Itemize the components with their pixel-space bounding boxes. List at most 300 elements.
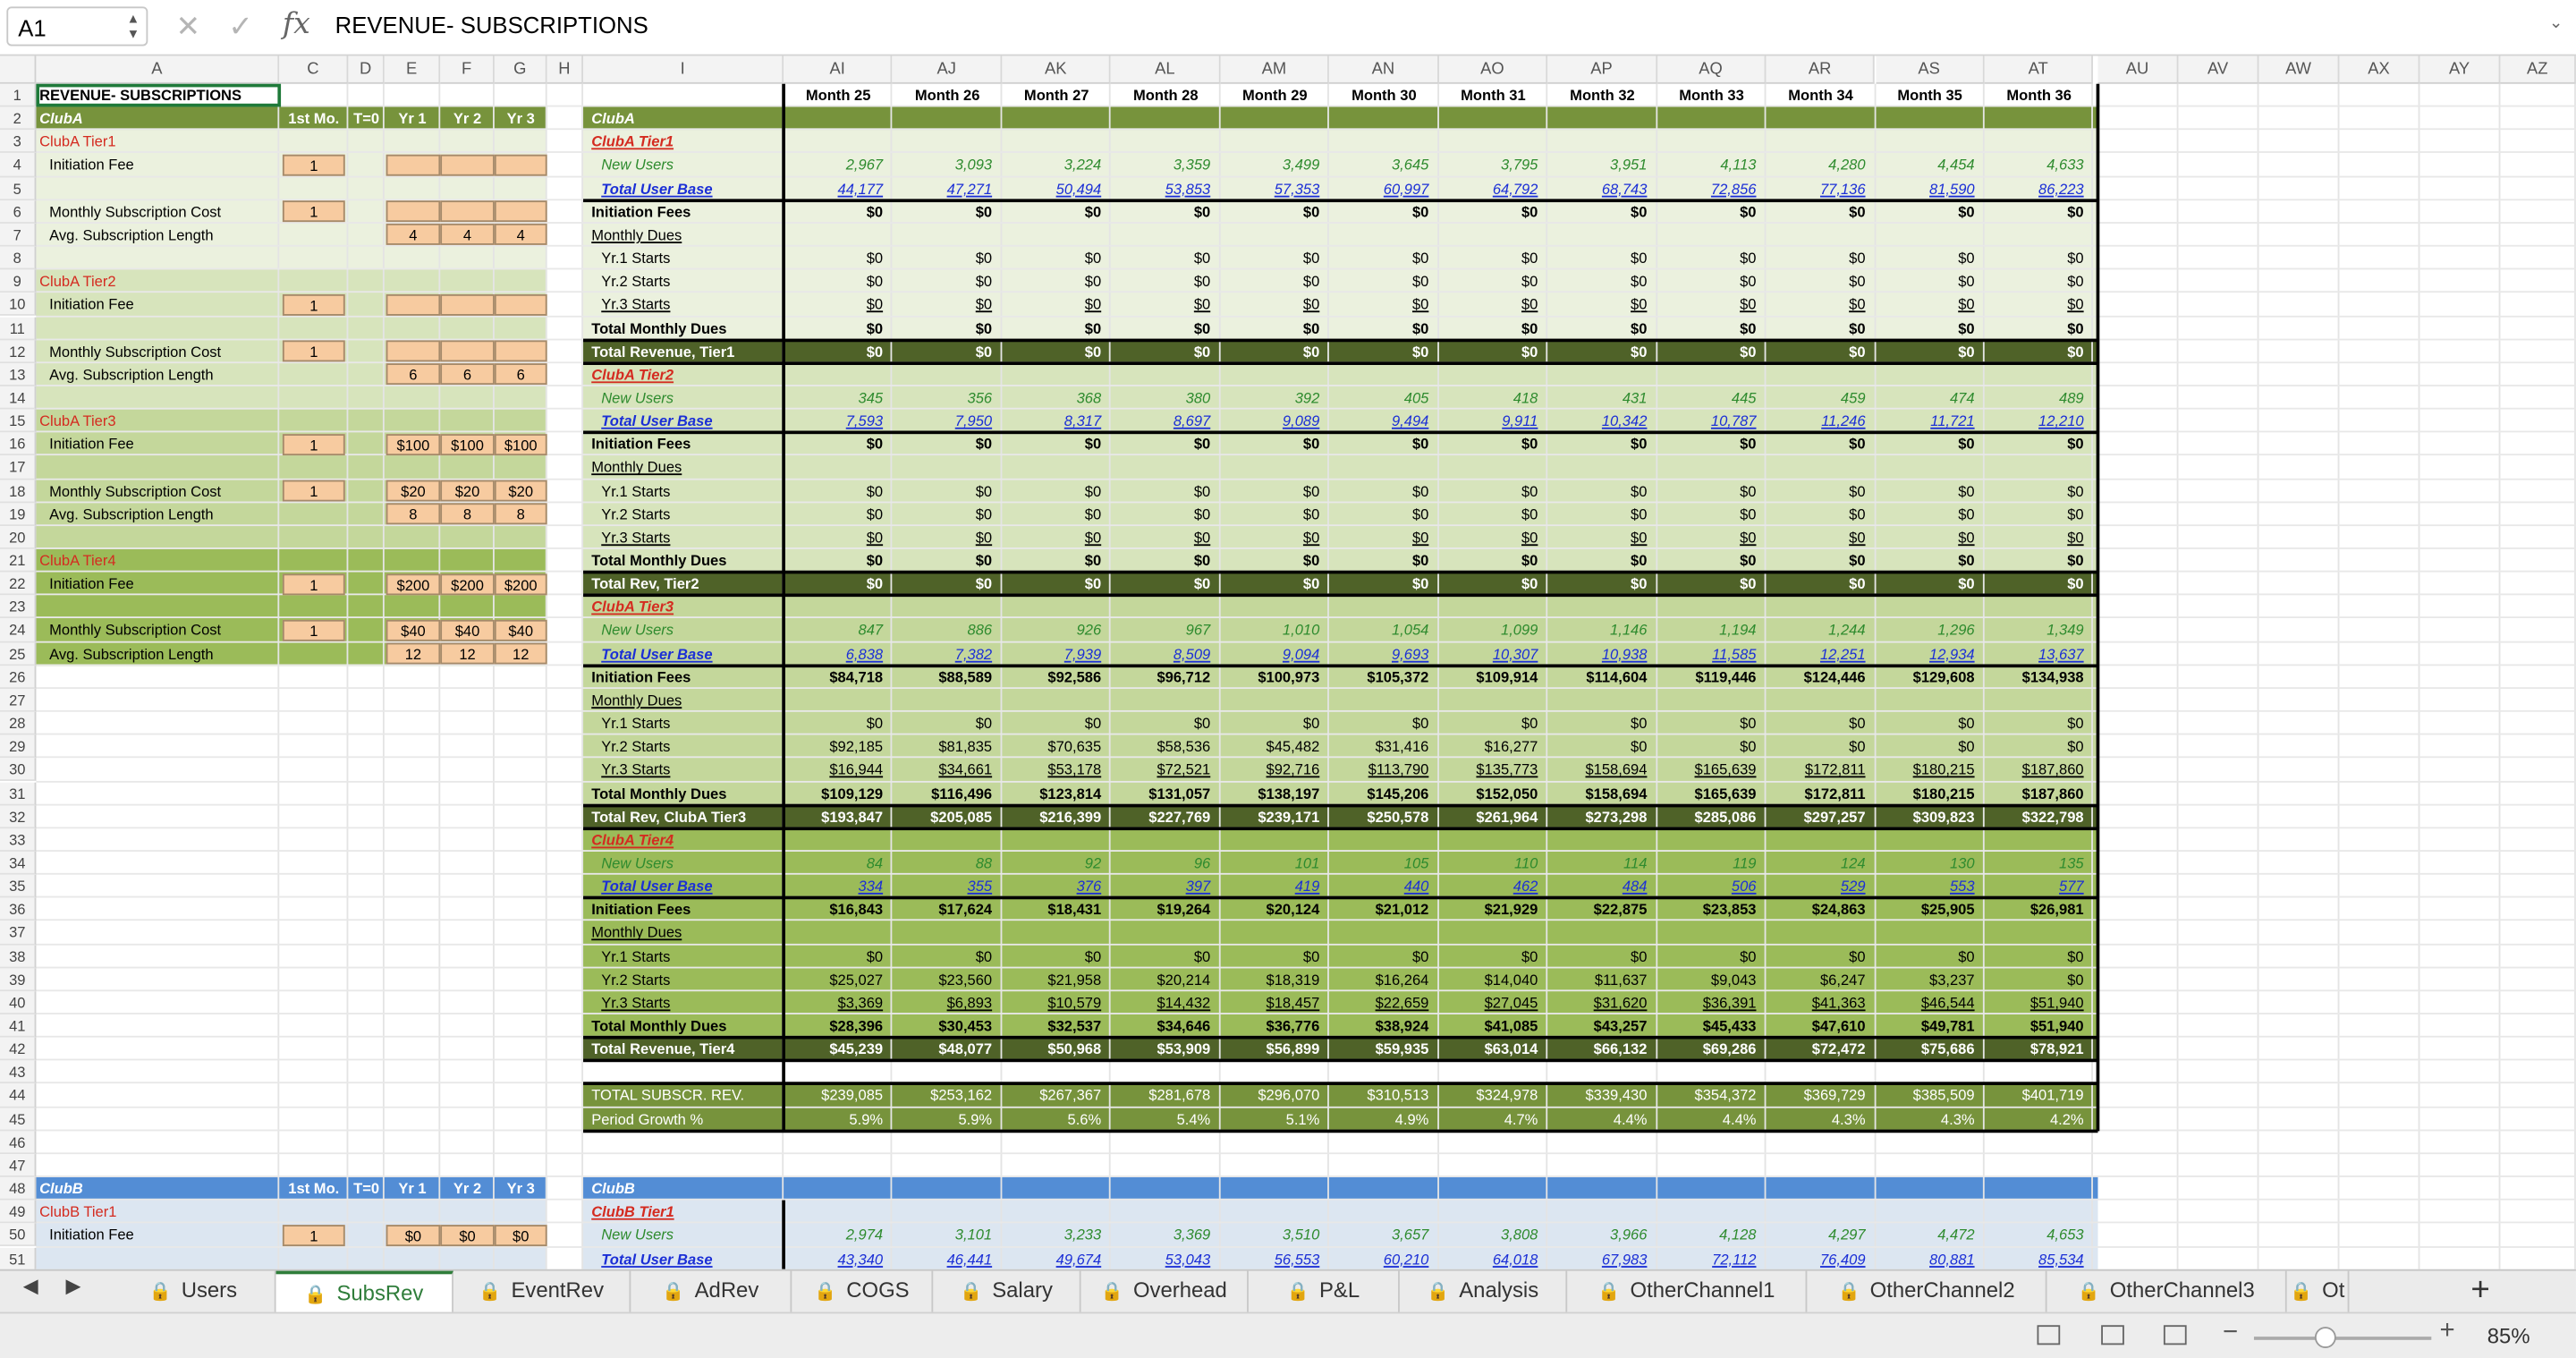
monthly-dues-label[interactable]: Monthly Dues — [591, 692, 682, 709]
yr3-value[interactable]: $0 — [866, 296, 884, 313]
initiation-fees-value[interactable]: $0 — [975, 436, 993, 453]
row-header[interactable]: 37 — [0, 921, 36, 945]
yr3-value[interactable]: $0 — [1521, 529, 1538, 546]
new-users-value[interactable]: 3,795 — [1500, 157, 1538, 174]
row-header[interactable]: 42 — [0, 1038, 36, 1061]
initiation-fee-label[interactable]: Initiation Fee — [49, 296, 134, 313]
period-growth-value[interactable]: 4.7% — [1504, 1110, 1538, 1127]
yr1-value[interactable]: $0 — [1521, 250, 1538, 267]
yr3-value[interactable]: $27,045 — [1484, 994, 1538, 1011]
new-users-value[interactable]: 418 — [1513, 389, 1538, 406]
tab-cogs[interactable] — [792, 1271, 933, 1312]
yr3-value[interactable]: $165,639 — [1694, 761, 1757, 778]
input-1st-mo[interactable]: 1 — [283, 341, 345, 362]
yr2-value[interactable]: $0 — [1193, 273, 1211, 290]
row-header[interactable]: 33 — [0, 828, 36, 852]
initiation-fees-label[interactable]: Initiation Fees — [591, 436, 691, 453]
initiation-fees-value[interactable]: $0 — [1740, 436, 1757, 453]
yr3-value[interactable]: $0 — [2067, 296, 2084, 313]
initiation-fees-value[interactable]: $0 — [1302, 203, 1320, 220]
new-users-value[interactable]: 3,093 — [954, 157, 993, 174]
yr1-value[interactable]: $0 — [1849, 250, 1866, 267]
column-header[interactable]: AV — [2178, 55, 2258, 83]
yr2-value[interactable]: $0 — [1958, 738, 1975, 755]
row-header[interactable]: 11 — [0, 317, 36, 340]
user-base-value[interactable]: 72,856 — [1710, 180, 1757, 197]
column-header[interactable]: AZ — [2500, 55, 2575, 83]
initiation-fees-value[interactable]: $0 — [1958, 203, 1975, 220]
row-header[interactable]: 50 — [0, 1224, 36, 1247]
function-icon[interactable]: fx — [282, 6, 310, 41]
input-year-value[interactable] — [495, 341, 547, 362]
input-year-value[interactable] — [495, 294, 547, 316]
total-monthly-dues-value[interactable]: $45,433 — [1702, 1017, 1757, 1034]
initiation-fees-value[interactable]: $23,853 — [1702, 901, 1757, 918]
row-header[interactable]: 1 — [0, 84, 36, 107]
normal-view-icon[interactable] — [2038, 1325, 2061, 1345]
total-revenue-value[interactable]: $285,086 — [1694, 808, 1757, 825]
total-monthly-dues-value[interactable]: $0 — [866, 552, 884, 569]
yr3-value[interactable]: $0 — [1521, 296, 1538, 313]
tier-label[interactable]: ClubA Tier2 — [39, 273, 116, 290]
new-users-label[interactable]: New Users — [601, 854, 674, 871]
tab-prev-icon[interactable]: ◀ — [22, 1274, 38, 1298]
yr2-value[interactable]: $3,237 — [1929, 971, 1975, 988]
yr2-value[interactable]: $18,319 — [1266, 971, 1320, 988]
yr2-value[interactable]: $31,416 — [1375, 738, 1429, 755]
input-year-value[interactable] — [386, 201, 441, 223]
user-base-value[interactable]: 11,721 — [1930, 412, 1975, 429]
tier-title[interactable]: ClubA Tier3 — [591, 598, 674, 615]
total-monthly-dues-value[interactable]: $28,396 — [829, 1017, 884, 1034]
user-base-value[interactable]: 440 — [1403, 878, 1429, 895]
yr1-value[interactable]: $0 — [1958, 715, 1975, 732]
new-users-value[interactable]: 4,128 — [1719, 1226, 1757, 1244]
yr3-value[interactable]: $0 — [866, 529, 884, 546]
month-header[interactable]: Month 25 — [805, 87, 871, 104]
total-revenue-label[interactable]: Total Revenue, Tier1 — [591, 343, 735, 360]
avg-length-label[interactable]: Avg. Subscription Length — [49, 226, 214, 243]
yr2-value[interactable]: $0 — [866, 273, 884, 290]
page-break-icon[interactable] — [2164, 1325, 2187, 1345]
initiation-fees-value[interactable]: $19,264 — [1157, 901, 1211, 918]
total-subscr-value[interactable]: $354,372 — [1694, 1087, 1757, 1104]
user-base-value[interactable]: 46,441 — [946, 1250, 993, 1268]
input-year-value[interactable]: 8 — [440, 504, 495, 525]
yr2-value[interactable]: $0 — [1958, 273, 1975, 290]
yr1-value[interactable]: $0 — [2067, 250, 2084, 267]
yr3-value[interactable]: $0 — [1302, 296, 1320, 313]
input-year-value[interactable]: $200 — [386, 573, 441, 595]
new-users-value[interactable]: 3,966 — [1610, 1226, 1648, 1244]
yr3-value[interactable]: $0 — [1849, 529, 1866, 546]
user-base-value[interactable]: 77,136 — [1819, 180, 1866, 197]
new-users-value[interactable]: 3,499 — [1282, 157, 1320, 174]
yr2-value[interactable]: $23,560 — [938, 971, 993, 988]
yr1-value[interactable]: $0 — [1302, 947, 1320, 964]
tier-label[interactable]: ClubA Tier3 — [39, 412, 116, 429]
total-revenue-value[interactable]: $0 — [975, 343, 993, 360]
new-users-value[interactable]: 1,099 — [1500, 622, 1538, 639]
new-users-value[interactable]: 489 — [2059, 389, 2084, 406]
new-users-value[interactable]: 101 — [1294, 854, 1320, 871]
total-monthly-dues-value[interactable]: $47,610 — [1811, 1017, 1866, 1034]
input-year-value[interactable]: 4 — [440, 225, 495, 246]
total-revenue-value[interactable]: $50,968 — [1047, 1040, 1102, 1057]
yr3-value[interactable]: $22,659 — [1375, 994, 1429, 1011]
sheet-title[interactable]: REVENUE- SUBSCRIPTIONS — [39, 87, 242, 104]
input-year-value[interactable]: $20 — [440, 480, 495, 502]
page-layout-icon[interactable] — [2101, 1325, 2124, 1345]
period-growth-value[interactable]: 4.3% — [1940, 1110, 1975, 1127]
yr2-value[interactable]: $0 — [1849, 505, 1866, 522]
cancel-icon[interactable]: ✕ — [175, 10, 201, 43]
new-users-value[interactable]: 1,054 — [1391, 622, 1429, 639]
initiation-fees-value[interactable]: $0 — [1958, 436, 1975, 453]
total-revenue-label[interactable]: Total Revenue, Tier4 — [591, 1040, 735, 1057]
total-revenue-value[interactable]: $0 — [1084, 575, 1102, 592]
user-base-value[interactable]: 8,509 — [1173, 645, 1211, 662]
new-users-value[interactable]: 4,454 — [1937, 157, 1975, 174]
new-users-value[interactable]: 1,296 — [1937, 622, 1975, 639]
row-header[interactable]: 21 — [0, 549, 36, 573]
new-users-value[interactable]: 110 — [1514, 854, 1538, 871]
total-monthly-dues-value[interactable]: $109,129 — [821, 785, 884, 802]
yr1-value[interactable]: $0 — [1849, 947, 1866, 964]
input-year-value[interactable]: 8 — [386, 504, 441, 525]
total-monthly-dues-value[interactable]: $131,057 — [1148, 785, 1211, 802]
total-monthly-dues-label[interactable]: Total Monthly Dues — [591, 319, 727, 336]
name-box[interactable] — [6, 6, 148, 46]
new-users-value[interactable]: 92 — [1084, 854, 1102, 871]
total-monthly-dues-value[interactable]: $172,811 — [1804, 785, 1866, 802]
yr3-value[interactable]: $0 — [1958, 529, 1975, 546]
yr2-value[interactable]: $0 — [1521, 273, 1538, 290]
yr2-value[interactable]: $81,835 — [938, 738, 993, 755]
yr2-label[interactable]: Yr.2 Starts — [601, 971, 671, 988]
user-base-value[interactable]: 7,950 — [954, 412, 993, 429]
yr3-value[interactable]: $6,893 — [946, 994, 993, 1011]
row-header[interactable]: 5 — [0, 177, 36, 200]
row-header[interactable]: 36 — [0, 898, 36, 921]
row-header[interactable]: 3 — [0, 131, 36, 154]
user-base-value[interactable]: 9,089 — [1282, 412, 1320, 429]
user-base-value[interactable]: 10,307 — [1492, 645, 1538, 662]
yr3-value[interactable]: $92,716 — [1266, 761, 1320, 778]
yr2-label[interactable]: Yr.2 Starts — [601, 273, 671, 290]
user-base-value[interactable]: 60,210 — [1383, 1250, 1429, 1268]
input-year-value[interactable]: 4 — [386, 225, 441, 246]
new-users-value[interactable]: 368 — [1076, 389, 1102, 406]
row-header[interactable]: 22 — [0, 573, 36, 596]
new-users-value[interactable]: 345 — [858, 389, 884, 406]
user-base-value[interactable]: 43,340 — [837, 1250, 884, 1268]
yr1-value[interactable]: $0 — [1084, 250, 1102, 267]
zoom-slider-handle[interactable] — [2315, 1327, 2336, 1348]
yr1-value[interactable]: $0 — [1631, 947, 1648, 964]
input-1st-mo[interactable]: 1 — [283, 620, 345, 641]
yr3-value[interactable]: $0 — [1631, 529, 1648, 546]
new-users-value[interactable]: 474 — [1949, 389, 1975, 406]
yr1-value[interactable]: $0 — [1740, 482, 1757, 499]
club-header-name[interactable]: ClubB — [39, 1180, 83, 1198]
tier-title[interactable]: ClubA Tier1 — [591, 133, 674, 150]
yr3-value[interactable]: $36,391 — [1702, 994, 1757, 1011]
tab-p-l[interactable] — [1249, 1271, 1400, 1312]
month-header[interactable]: Month 33 — [1679, 87, 1744, 104]
total-monthly-dues-value[interactable]: $34,646 — [1157, 1017, 1211, 1034]
user-base-value[interactable]: 57,353 — [1274, 180, 1320, 197]
total-monthly-dues-value[interactable]: $0 — [1521, 319, 1538, 336]
total-monthly-dues-value[interactable]: $0 — [1958, 552, 1975, 569]
yr2-value[interactable]: $0 — [1302, 273, 1320, 290]
yr2-value[interactable]: $45,482 — [1266, 738, 1320, 755]
new-users-value[interactable]: 4,472 — [1937, 1226, 1975, 1244]
add-sheet-icon[interactable]: + — [2470, 1272, 2490, 1309]
yr2-value[interactable]: $11,637 — [1594, 971, 1648, 988]
user-base-value[interactable]: 7,382 — [954, 645, 993, 662]
input-year-value[interactable]: $100 — [440, 434, 495, 455]
column-header[interactable]: AY — [2419, 55, 2500, 83]
period-growth-value[interactable]: 5.4% — [1176, 1110, 1211, 1127]
input-1st-mo[interactable]: 1 — [283, 573, 345, 595]
row-header[interactable]: 51 — [0, 1247, 36, 1269]
initiation-fees-value[interactable]: $129,608 — [1912, 668, 1975, 685]
user-base-value[interactable]: 67,983 — [1601, 1250, 1648, 1268]
column-header[interactable]: H — [547, 55, 583, 83]
yr1-value[interactable]: $0 — [1302, 482, 1320, 499]
yr2-value[interactable]: $0 — [975, 273, 993, 290]
row-header[interactable]: 41 — [0, 1014, 36, 1038]
yr2-value[interactable]: $0 — [1631, 505, 1648, 522]
total-monthly-dues-value[interactable]: $0 — [1631, 319, 1648, 336]
input-1st-mo[interactable]: 1 — [283, 434, 345, 455]
user-base-value[interactable]: 462 — [1513, 878, 1538, 895]
total-revenue-value[interactable]: $69,286 — [1702, 1040, 1757, 1057]
total-revenue-value[interactable]: $0 — [1411, 343, 1429, 360]
column-header[interactable]: AM — [1220, 55, 1329, 83]
total-subscr-value[interactable]: $267,367 — [1039, 1087, 1102, 1104]
total-monthly-dues-value[interactable]: $0 — [2067, 319, 2084, 336]
initiation-fees-value[interactable]: $0 — [1084, 203, 1102, 220]
yr3-value[interactable]: $113,790 — [1368, 761, 1429, 778]
monthly-cost-label[interactable]: Monthly Subscription Cost — [49, 343, 222, 360]
yr3-value[interactable]: $10,579 — [1047, 994, 1102, 1011]
user-base-value[interactable]: 506 — [1731, 878, 1757, 895]
column-header[interactable]: A — [36, 55, 279, 83]
user-base-value[interactable]: 6,838 — [845, 645, 884, 662]
new-users-value[interactable]: 431 — [1622, 389, 1648, 406]
input-year-value[interactable]: $0 — [386, 1225, 441, 1246]
yr1-value[interactable]: $0 — [866, 482, 884, 499]
total-subscr-value[interactable]: $296,070 — [1258, 1087, 1320, 1104]
new-users-value[interactable]: 124 — [1840, 854, 1866, 871]
month-header[interactable]: Month 32 — [1570, 87, 1635, 104]
new-users-value[interactable]: 1,349 — [2046, 622, 2084, 639]
yr1-value[interactable]: $0 — [1193, 482, 1211, 499]
yr2-value[interactable]: $0 — [1411, 505, 1429, 522]
row-header[interactable]: 2 — [0, 107, 36, 131]
input-year-value[interactable]: $200 — [440, 573, 495, 595]
input-year-value[interactable]: 8 — [495, 504, 547, 525]
user-base-label[interactable]: Total User Base — [601, 180, 713, 197]
yr3-value[interactable]: $187,860 — [2021, 761, 2084, 778]
yr3-value[interactable]: $53,178 — [1047, 761, 1102, 778]
total-monthly-dues-value[interactable]: $32,537 — [1047, 1017, 1102, 1034]
total-revenue-value[interactable]: $0 — [1740, 343, 1757, 360]
period-growth-value[interactable]: 4.9% — [1394, 1110, 1429, 1127]
total-monthly-dues-value[interactable]: $0 — [1958, 319, 1975, 336]
input-year-value[interactable]: $40 — [440, 620, 495, 641]
initiation-fees-value[interactable]: $0 — [1193, 436, 1211, 453]
month-header[interactable]: Month 30 — [1352, 87, 1417, 104]
row-header[interactable]: 32 — [0, 805, 36, 828]
column-header[interactable]: C — [279, 55, 348, 83]
initiation-fee-label[interactable]: Initiation Fee — [49, 575, 134, 592]
new-users-value[interactable]: 3,359 — [1173, 157, 1211, 174]
total-revenue-value[interactable]: $216,399 — [1039, 808, 1102, 825]
user-base-value[interactable]: 80,881 — [1929, 1250, 1975, 1268]
total-revenue-value[interactable]: $0 — [1631, 343, 1648, 360]
yr1-value[interactable]: $0 — [1193, 715, 1211, 732]
header-1st-mo[interactable]: 1st Mo. — [288, 110, 340, 127]
yr2-value[interactable]: $92,185 — [829, 738, 884, 755]
total-revenue-value[interactable]: $45,239 — [829, 1040, 884, 1057]
input-1st-mo[interactable]: 1 — [283, 1225, 345, 1246]
input-year-value[interactable]: $200 — [495, 573, 547, 595]
total-revenue-value[interactable]: $78,921 — [2029, 1040, 2084, 1057]
header-yr2[interactable]: Yr 2 — [453, 110, 482, 127]
row-header[interactable]: 18 — [0, 480, 36, 503]
user-base-value[interactable]: 376 — [1076, 878, 1102, 895]
input-1st-mo[interactable]: 1 — [283, 155, 345, 176]
user-base-value[interactable]: 76,409 — [1819, 1250, 1866, 1268]
total-revenue-value[interactable]: $0 — [866, 343, 884, 360]
total-monthly-dues-value[interactable]: $116,496 — [931, 785, 993, 802]
column-header[interactable]: I — [583, 55, 784, 83]
new-users-value[interactable]: 4,113 — [1720, 157, 1757, 174]
row-header[interactable]: 12 — [0, 340, 36, 363]
row-header[interactable]: 49 — [0, 1201, 36, 1224]
user-base-value[interactable]: 553 — [1949, 878, 1975, 895]
total-monthly-dues-value[interactable]: $0 — [975, 319, 993, 336]
yr2-value[interactable]: $0 — [1740, 738, 1757, 755]
row-header[interactable]: 15 — [0, 410, 36, 433]
yr3-value[interactable]: $0 — [1958, 296, 1975, 313]
monthly-cost-label[interactable]: Monthly Subscription Cost — [49, 203, 222, 220]
input-year-value[interactable] — [386, 155, 441, 176]
yr2-value[interactable]: $0 — [1521, 505, 1538, 522]
yr1-value[interactable]: $0 — [1193, 947, 1211, 964]
initiation-fees-value[interactable]: $0 — [975, 203, 993, 220]
yr3-value[interactable]: $31,620 — [1593, 994, 1648, 1011]
yr1-value[interactable]: $0 — [2067, 947, 2084, 964]
yr1-label[interactable]: Yr.1 Starts — [601, 250, 671, 267]
column-header[interactable]: AI — [784, 55, 893, 83]
month-header[interactable]: Month 31 — [1461, 87, 1526, 104]
total-revenue-value[interactable]: $75,686 — [1920, 1040, 1975, 1057]
row-header[interactable]: 47 — [0, 1154, 36, 1177]
yr1-label[interactable]: Yr.1 Starts — [601, 715, 671, 732]
initiation-fees-value[interactable]: $0 — [1849, 436, 1866, 453]
total-monthly-dues-value[interactable]: $0 — [1411, 319, 1429, 336]
row-header[interactable]: 26 — [0, 666, 36, 689]
zoom-slider[interactable] — [2254, 1337, 2431, 1340]
new-users-value[interactable]: 88 — [975, 854, 993, 871]
user-base-value[interactable]: 50,494 — [1055, 180, 1102, 197]
input-year-value[interactable]: 6 — [386, 364, 441, 386]
row-header[interactable]: 31 — [0, 782, 36, 805]
initiation-fees-value[interactable]: $0 — [2067, 203, 2084, 220]
new-users-value[interactable]: 926 — [1076, 622, 1102, 639]
new-users-value[interactable]: 445 — [1731, 389, 1757, 406]
total-monthly-dues-value[interactable]: $49,781 — [1920, 1017, 1975, 1034]
yr2-value[interactable]: $0 — [1849, 273, 1866, 290]
new-users-value[interactable]: 105 — [1403, 854, 1429, 871]
zoom-out-icon[interactable]: − — [2223, 1318, 2239, 1347]
period-growth-value[interactable]: 4.3% — [1831, 1110, 1866, 1127]
user-base-value[interactable]: 10,938 — [1601, 645, 1648, 662]
new-users-value[interactable]: 114 — [1623, 854, 1648, 871]
initiation-fees-label[interactable]: Initiation Fees — [591, 668, 691, 685]
user-base-value[interactable]: 334 — [858, 878, 884, 895]
row-header[interactable]: 13 — [0, 363, 36, 386]
month-header[interactable]: Month 34 — [1788, 87, 1853, 104]
total-revenue-value[interactable]: $0 — [1849, 575, 1866, 592]
yr1-label[interactable]: Yr.1 Starts — [601, 482, 671, 499]
total-subscr-value[interactable]: $339,430 — [1585, 1087, 1648, 1104]
total-revenue-value[interactable]: $0 — [1521, 343, 1538, 360]
input-1st-mo[interactable]: 1 — [283, 294, 345, 316]
yr2-value[interactable]: $0 — [1958, 505, 1975, 522]
total-monthly-dues-value[interactable]: $0 — [1411, 552, 1429, 569]
total-subscr-value[interactable]: $239,085 — [821, 1087, 884, 1104]
user-base-value[interactable]: 47,271 — [946, 180, 993, 197]
period-growth-value[interactable]: 5.9% — [958, 1110, 993, 1127]
new-users-value[interactable]: 459 — [1840, 389, 1866, 406]
user-base-value[interactable]: 419 — [1294, 878, 1320, 895]
column-header[interactable]: AL — [1111, 55, 1220, 83]
row-header[interactable]: 16 — [0, 433, 36, 456]
club-header-name[interactable]: ClubA — [39, 110, 83, 127]
avg-length-label[interactable]: Avg. Subscription Length — [49, 505, 214, 522]
section-label[interactable]: ClubA — [591, 110, 635, 127]
initiation-fees-value[interactable]: $21,012 — [1375, 901, 1429, 918]
total-revenue-value[interactable]: $239,171 — [1258, 808, 1320, 825]
initiation-fees-value[interactable]: $24,863 — [1811, 901, 1866, 918]
row-header[interactable]: 20 — [0, 526, 36, 549]
yr2-value[interactable]: $20,214 — [1157, 971, 1211, 988]
monthly-cost-label[interactable]: Monthly Subscription Cost — [49, 482, 222, 499]
user-base-value[interactable]: 53,853 — [1165, 180, 1211, 197]
yr3-value[interactable]: $0 — [2067, 529, 2084, 546]
yr1-value[interactable]: $0 — [1193, 250, 1211, 267]
yr3-value[interactable]: $0 — [1084, 296, 1102, 313]
row-header[interactable]: 19 — [0, 503, 36, 526]
initiation-fees-value[interactable]: $22,875 — [1593, 901, 1648, 918]
initiation-fees-value[interactable]: $21,929 — [1484, 901, 1538, 918]
input-year-value[interactable]: $20 — [495, 480, 547, 502]
user-base-value[interactable]: 64,018 — [1492, 1250, 1538, 1268]
yr3-value[interactable]: $16,944 — [829, 761, 884, 778]
column-header[interactable]: AR — [1767, 55, 1876, 83]
yr3-value[interactable]: $18,457 — [1266, 994, 1320, 1011]
yr1-value[interactable]: $0 — [975, 250, 993, 267]
initiation-fees-value[interactable]: $0 — [1631, 436, 1648, 453]
initiation-fees-value[interactable]: $0 — [866, 203, 884, 220]
yr3-value[interactable]: $72,521 — [1157, 761, 1211, 778]
initiation-fees-value[interactable]: $0 — [1740, 203, 1757, 220]
